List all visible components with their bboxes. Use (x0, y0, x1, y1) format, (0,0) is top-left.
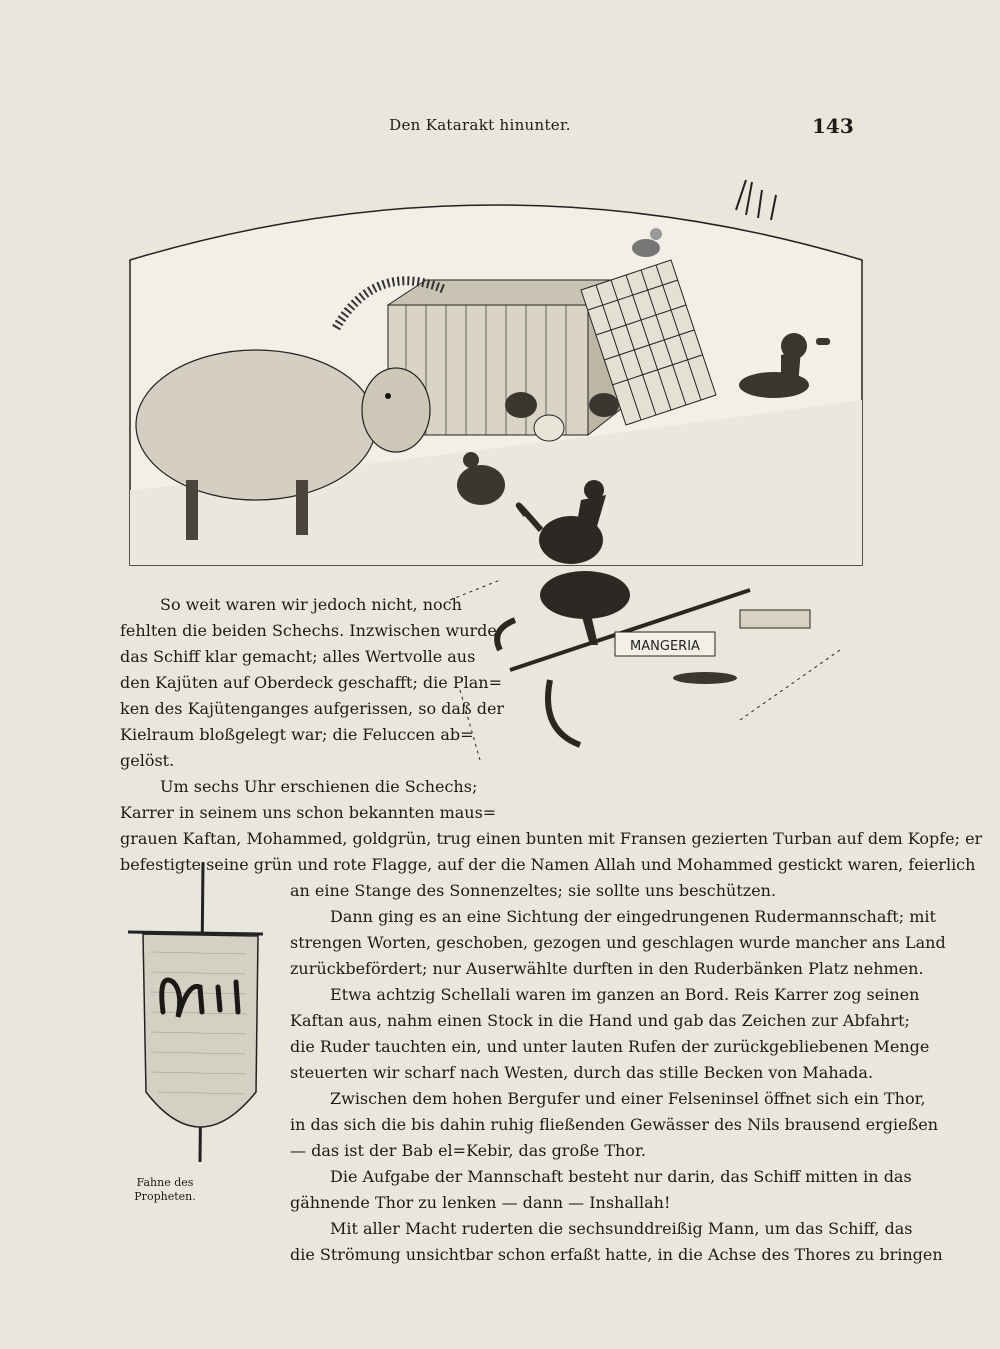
body-text-line: an eine Stange des Sonnenzeltes; sie sollte uns beschützen. (290, 881, 777, 900)
body-text-line: So weit waren wir jedoch nicht, noch (160, 595, 462, 614)
running-header: Den Katarakt hinunter. (389, 116, 571, 134)
body-text-line: gähnende Thor zu lenken — dann — Inshallah! (290, 1193, 671, 1212)
body-text-line: den Kajüten auf Oberdeck geschafft; die Plan= (120, 673, 502, 692)
body-text-line: Kielraum bloßgelegt war; die Feluccen ab= (120, 725, 474, 744)
body-text-line: zurückbefördert; nur Auserwählte durften in den Ruderbänken Platz nehmen. (290, 959, 924, 978)
body-text-line: Kaftan aus, nahm einen Stock in die Hand und gab das Zeichen zur Abfahrt; (290, 1011, 910, 1030)
body-text-line: Dann ging es an eine Sichtung der eingedrungenen Rudermannschaft; mit (330, 907, 936, 926)
crate-label: MANGERIA (630, 639, 700, 654)
body-text-line: befestigte seine grün und rote Flagge, auf der die Namen Allah und Mohammed gestickt waren, feierlich (120, 855, 976, 874)
prophet-flag-illustration (118, 862, 278, 1162)
body-text-line: — das ist der Bab el=Kebir, das große Thor. (290, 1141, 646, 1160)
farmyard-illustration (126, 160, 866, 570)
body-text-line: das Schiff klar gemacht; alles Wertvolle aus (120, 647, 476, 666)
body-text-line: strengen Worten, geschoben, gezogen und geschlagen wurde mancher ans Land (290, 933, 946, 952)
flag-caption-line: Fahne des (136, 1176, 194, 1189)
body-text-line: in das sich die bis dahin ruhig fließenden Gewässer des Nils brausend ergießen (290, 1115, 939, 1134)
flag-caption (130, 1176, 200, 1204)
body-text-line: grauen Kaftan, Mohammed, goldgrün, trug einen bunten mit Fransen gezierten Turban auf dem Kopfe; er (120, 829, 983, 848)
body-text-line: Die Aufgabe der Mannschaft besteht nur darin, das Schiff mitten in das (330, 1167, 912, 1186)
body-text-line: gelöst. (120, 751, 175, 770)
body-text-line: Etwa achtzig Schellali waren im ganzen an Bord. Reis Karrer zog seinen (330, 985, 920, 1004)
body-text-line: fehlten die beiden Schechs. Inzwischen wurde (120, 621, 497, 640)
body-text-line: steuerten wir scharf nach Westen, durch das stille Becken von Mahada. (290, 1063, 874, 1082)
body-text-line: Karrer in seinem uns schon bekannten maus= (120, 803, 497, 822)
page-number: 143 (812, 114, 854, 138)
flag-caption-line: Propheten. (134, 1190, 196, 1203)
body-text-line: ken des Kajütenganges aufgerissen, so daß der (120, 699, 505, 718)
body-text-line: Mit aller Macht ruderten die sechsunddreißig Mann, um das Schiff, das (330, 1219, 913, 1238)
rooster-oar-illustration (440, 570, 860, 780)
body-text-line: Zwischen dem hohen Bergufer und einer Felseninsel öffnet sich ein Thor, (330, 1089, 926, 1108)
body-text-line: die Ruder tauchten ein, und unter lauten Rufen der zurückgebliebenen Menge (290, 1037, 930, 1056)
body-text-line: die Strömung unsichtbar schon erfaßt hatte, in die Achse des Thores zu bringen (290, 1245, 943, 1264)
body-text-line: Um sechs Uhr erschienen die Schechs; (160, 777, 478, 796)
